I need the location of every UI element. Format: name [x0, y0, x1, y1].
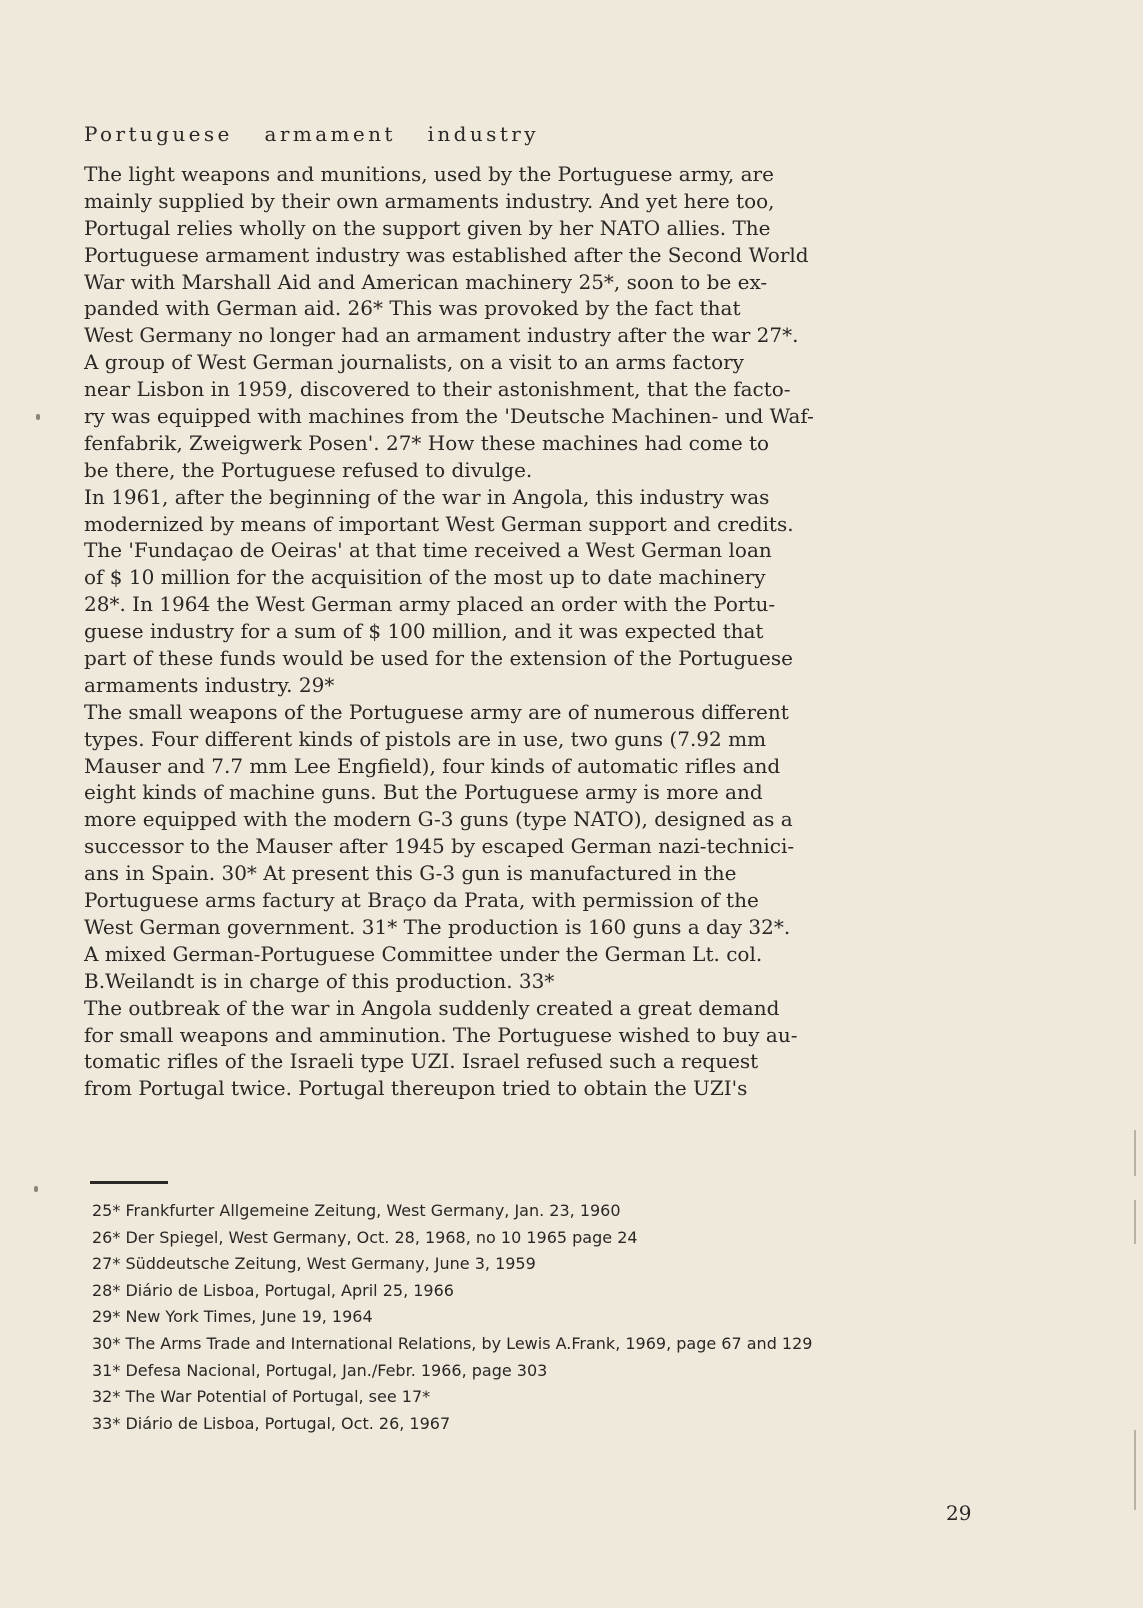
body-line: ans in Spain. 30* At present this G-3 gun is manufactured in the	[84, 861, 737, 886]
footnote-item: 27* Süddeutsche Zeitung, West Germany, June 3, 1959	[92, 1254, 536, 1274]
footnote-item: 26* Der Spiegel, West Germany, Oct. 28, 1968, no 10 1965 page 24	[92, 1227, 638, 1247]
body-line: A mixed German-Portuguese Committee under the German Lt. col.	[84, 941, 763, 966]
scan-edge-mark	[1134, 1130, 1136, 1176]
scan-edge-mark	[1134, 1200, 1136, 1244]
body-line: of $ 10 million for the acquisition of the most up to date machinery	[84, 565, 766, 590]
scan-speck	[36, 414, 40, 420]
body-line: The small weapons of the Portuguese army are of numerous different	[84, 699, 789, 724]
body-line: be there, the Portuguese refused to divulge.	[84, 457, 533, 482]
footnotes	[92, 1198, 812, 1437]
body-line: near Lisbon in 1959, discovered to their astonishment, that the facto-	[84, 377, 791, 402]
body-line: Portuguese arms factury at Braço da Prata, with permission of the	[84, 888, 759, 913]
body-line: more equipped with the modern G-3 guns (type NATO), designed as a	[84, 807, 793, 832]
body-line: ry was equipped with machines from the 'Deutsche Machinen- und Waf-	[84, 404, 814, 429]
footnote-item: 32* The War Potential of Portugal, see 17*	[92, 1387, 431, 1407]
body-line: 28*. In 1964 the West German army placed an order with the Portu-	[84, 592, 776, 617]
body-line: guese industry for a sum of $ 100 million, and it was expected that	[84, 619, 764, 644]
body-line: B.Weilandt is in charge of this production. 33*	[84, 968, 555, 993]
body-line: successor to the Mauser after 1945 by escaped German nazi-technici-	[84, 834, 795, 859]
body-line: The outbreak of the war in Angola suddenly created a great demand	[84, 995, 780, 1020]
body-line: modernized by means of important West German support and credits.	[84, 511, 794, 536]
body-line: part of these funds would be used for the extension of the Portuguese	[84, 646, 793, 671]
footnote-item: 33* Diário de Lisboa, Portugal, Oct. 26, 1967	[92, 1413, 451, 1433]
footnote-item: 28* Diário de Lisboa, Portugal, April 25, 1966	[92, 1280, 454, 1300]
footnote-item: 30* The Arms Trade and International Relations, by Lewis A.Frank, 1969, page 67 and 129	[92, 1333, 813, 1353]
body-line: mainly supplied by their own armaments industry. And yet here too,	[84, 188, 775, 213]
page-number: 29	[946, 1501, 972, 1525]
body-line: types. Four different kinds of pistols are in use, two guns (7.92 mm	[84, 726, 767, 751]
footnote-item: 31* Defesa Nacional, Portugal, Jan./Febr. 1966, page 303	[92, 1360, 548, 1380]
body-line: Portugal relies wholly on the support given by her NATO allies. The	[84, 215, 771, 240]
body-line: West German government. 31* The production is 160 guns a day 32*.	[84, 914, 791, 939]
body-line: The light weapons and munitions, used by the Portuguese army, are	[84, 162, 774, 186]
scan-speck	[34, 1186, 38, 1192]
body-line: West Germany no longer had an armament industry after the war 27*.	[84, 323, 799, 348]
body-line: panded with German aid. 26* This was provoked by the fact that	[84, 296, 741, 321]
body-line: The 'Fundaçao de Oeiras' at that time received a West German loan	[84, 538, 772, 563]
body-line: for small weapons and amminution. The Portuguese wished to buy au-	[84, 1022, 798, 1047]
footnote-item: 29* New York Times, June 19, 1964	[92, 1307, 373, 1327]
body-line: fenfabrik, Zweigwerk Posen'. 27* How these machines had come to	[84, 430, 770, 455]
body-line: from Portugal twice. Portugal thereupon tried to obtain the UZI's	[84, 1076, 748, 1101]
body-line: Portuguese armament industry was established after the Second World	[84, 242, 809, 267]
body-line: A group of West German journalists, on a visit to an arms factory	[84, 350, 744, 375]
section-heading: Portuguese armament industry	[84, 122, 539, 146]
body-line: In 1961, after the beginning of the war in Angola, this industry was	[84, 484, 770, 509]
body-line: tomatic rifles of the Israeli type UZI. Israel refused such a request	[84, 1049, 759, 1074]
body-line: armaments industry. 29*	[84, 672, 335, 697]
body-line: Mauser and 7.7 mm Lee Engfield), four kinds of automatic rifles and	[84, 753, 781, 778]
body-line: eight kinds of machine guns. But the Portuguese army is more and	[84, 780, 763, 805]
scan-edge-mark	[1134, 1430, 1136, 1510]
footnote-divider	[90, 1181, 168, 1184]
footnote-item: 25* Frankfurter Allgemeine Zeitung, West Germany, Jan. 23, 1960	[92, 1201, 621, 1220]
body-line: War with Marshall Aid and American machinery 25*, soon to be ex-	[84, 269, 768, 294]
body-text	[84, 161, 984, 1102]
